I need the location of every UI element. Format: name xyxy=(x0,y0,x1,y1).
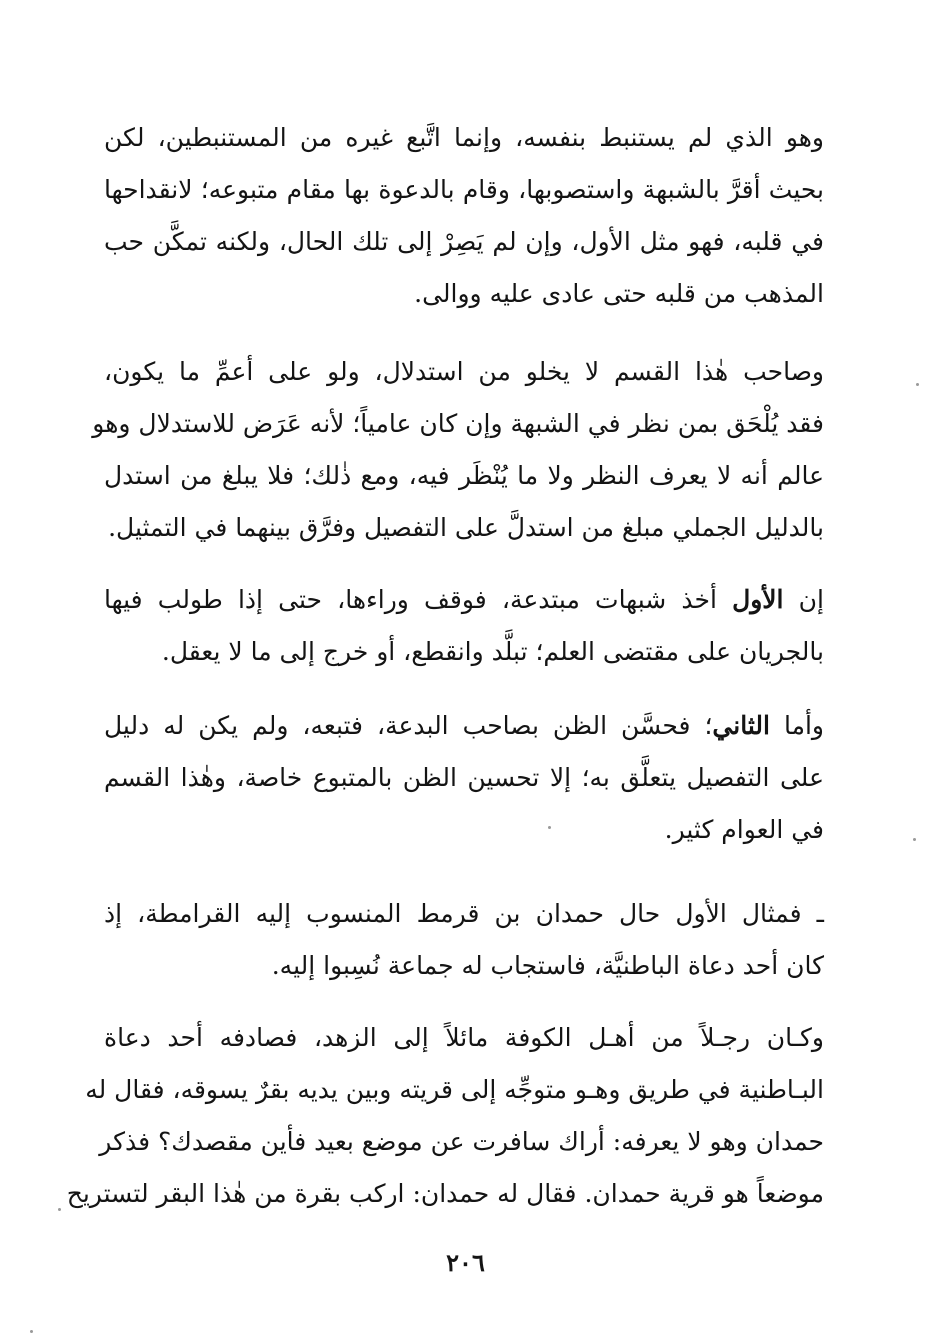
paragraph-line: حمدان وهو لا يعرفه: أراك سافرت عن موضع بعيد فأين مقصدك؟ فذكر xyxy=(99,1127,824,1156)
paragraph-line: إن الأول أخذ شبهات مبتدعة، فوقف وراءها، حتى إذا طولب فيها xyxy=(104,585,824,614)
paragraph-1 xyxy=(104,112,824,320)
paragraph-line: وصاحب هٰذا القسم لا يخلو من استدلال، ولو على أعمِّ ما يكون، xyxy=(104,357,824,386)
paragraph-4 xyxy=(104,700,824,856)
paragraph-line: البـاطنية في طريق وهـو متوجِّه إلى قريته وبين يديه بقرٌ يسوقه، فقال له xyxy=(85,1075,824,1104)
scan-speck xyxy=(30,1330,33,1333)
paragraph-line: على التفصيل يتعلَّق به؛ إلا تحسين الظن بالمتبوع خاصة، وهٰذا القسم xyxy=(104,763,824,792)
paragraph-line: وهو الذي لم يستنبط بنفسه، وإنما اتَّبع غيره من المستنبطين، لكن xyxy=(104,123,824,152)
paragraph-line: كان أحد دعاة الباطنيَّة، فاستجاب له جماعة نُسِبوا إليه. xyxy=(271,951,824,980)
scan-speck xyxy=(548,826,551,829)
paragraph-line: في العوام كثير. xyxy=(664,815,824,844)
paragraph-line: عالم أنه لا يعرف النظر ولا ما يُنْظَر فيه، ومع ذٰلك؛ فلا يبلغ من استدل xyxy=(104,461,824,490)
paragraph-line: فقد يُلْحَق بمن نظر في الشبهة وإن كان عامياً؛ لأنه عَرَض للاستدلال وهو xyxy=(92,409,824,438)
scan-speck xyxy=(913,838,916,841)
paragraph-line: بالجريان على مقتضى العلم؛ تبلَّد وانقطع، أو خرج إلى ما لا يعقل. xyxy=(161,637,824,666)
paragraph-line: وأما الثاني؛ فحسَّن الظن بصاحب البدعة، فتبعه، ولم يكن له دليل xyxy=(104,711,824,740)
paragraph-line: وكـان رجـلاً من أهـل الكوفة مائلاً إلى الزهد، فصادفه أحد دعاة xyxy=(104,1023,824,1052)
paragraph-line: بالدليل الجملي مبلغ من استدلَّ على التفصيل وفرَّق بينهما في التمثيل. xyxy=(108,513,824,542)
paragraph-2 xyxy=(92,346,824,554)
paragraph-5 xyxy=(104,888,824,992)
paragraph-3 xyxy=(104,574,824,678)
scan-speck xyxy=(58,1208,61,1211)
paragraph-line: بحيث أقرَّ بالشبهة واستصوبها، وقام بالدعوة بها مقام متبوعه؛ لانقداحها xyxy=(104,175,824,204)
scan-speck xyxy=(916,383,919,386)
emphasized-term: الثاني xyxy=(712,711,770,740)
page-number: ٢٠٦ xyxy=(446,1248,485,1277)
paragraph-line: ـ فمثال الأول حال حمدان بن قرمط المنسوب إليه القرامطة، إذ xyxy=(104,899,824,928)
paragraph-6 xyxy=(66,1012,824,1220)
paragraph-line: المذهب من قلبه حتى عادى عليه ووالى. xyxy=(414,279,824,308)
emphasized-term: الأول xyxy=(732,585,784,614)
paragraph-line: موضعاً هو قرية حمدان. فقال له حمدان: اركب بقرة من هٰذا البقر لتستريح xyxy=(66,1179,824,1208)
paragraph-line: في قلبه، فهو مثل الأول، وإن لم يَصِرْ إلى تلك الحال، ولكنه تمكَّن حب xyxy=(104,227,824,256)
